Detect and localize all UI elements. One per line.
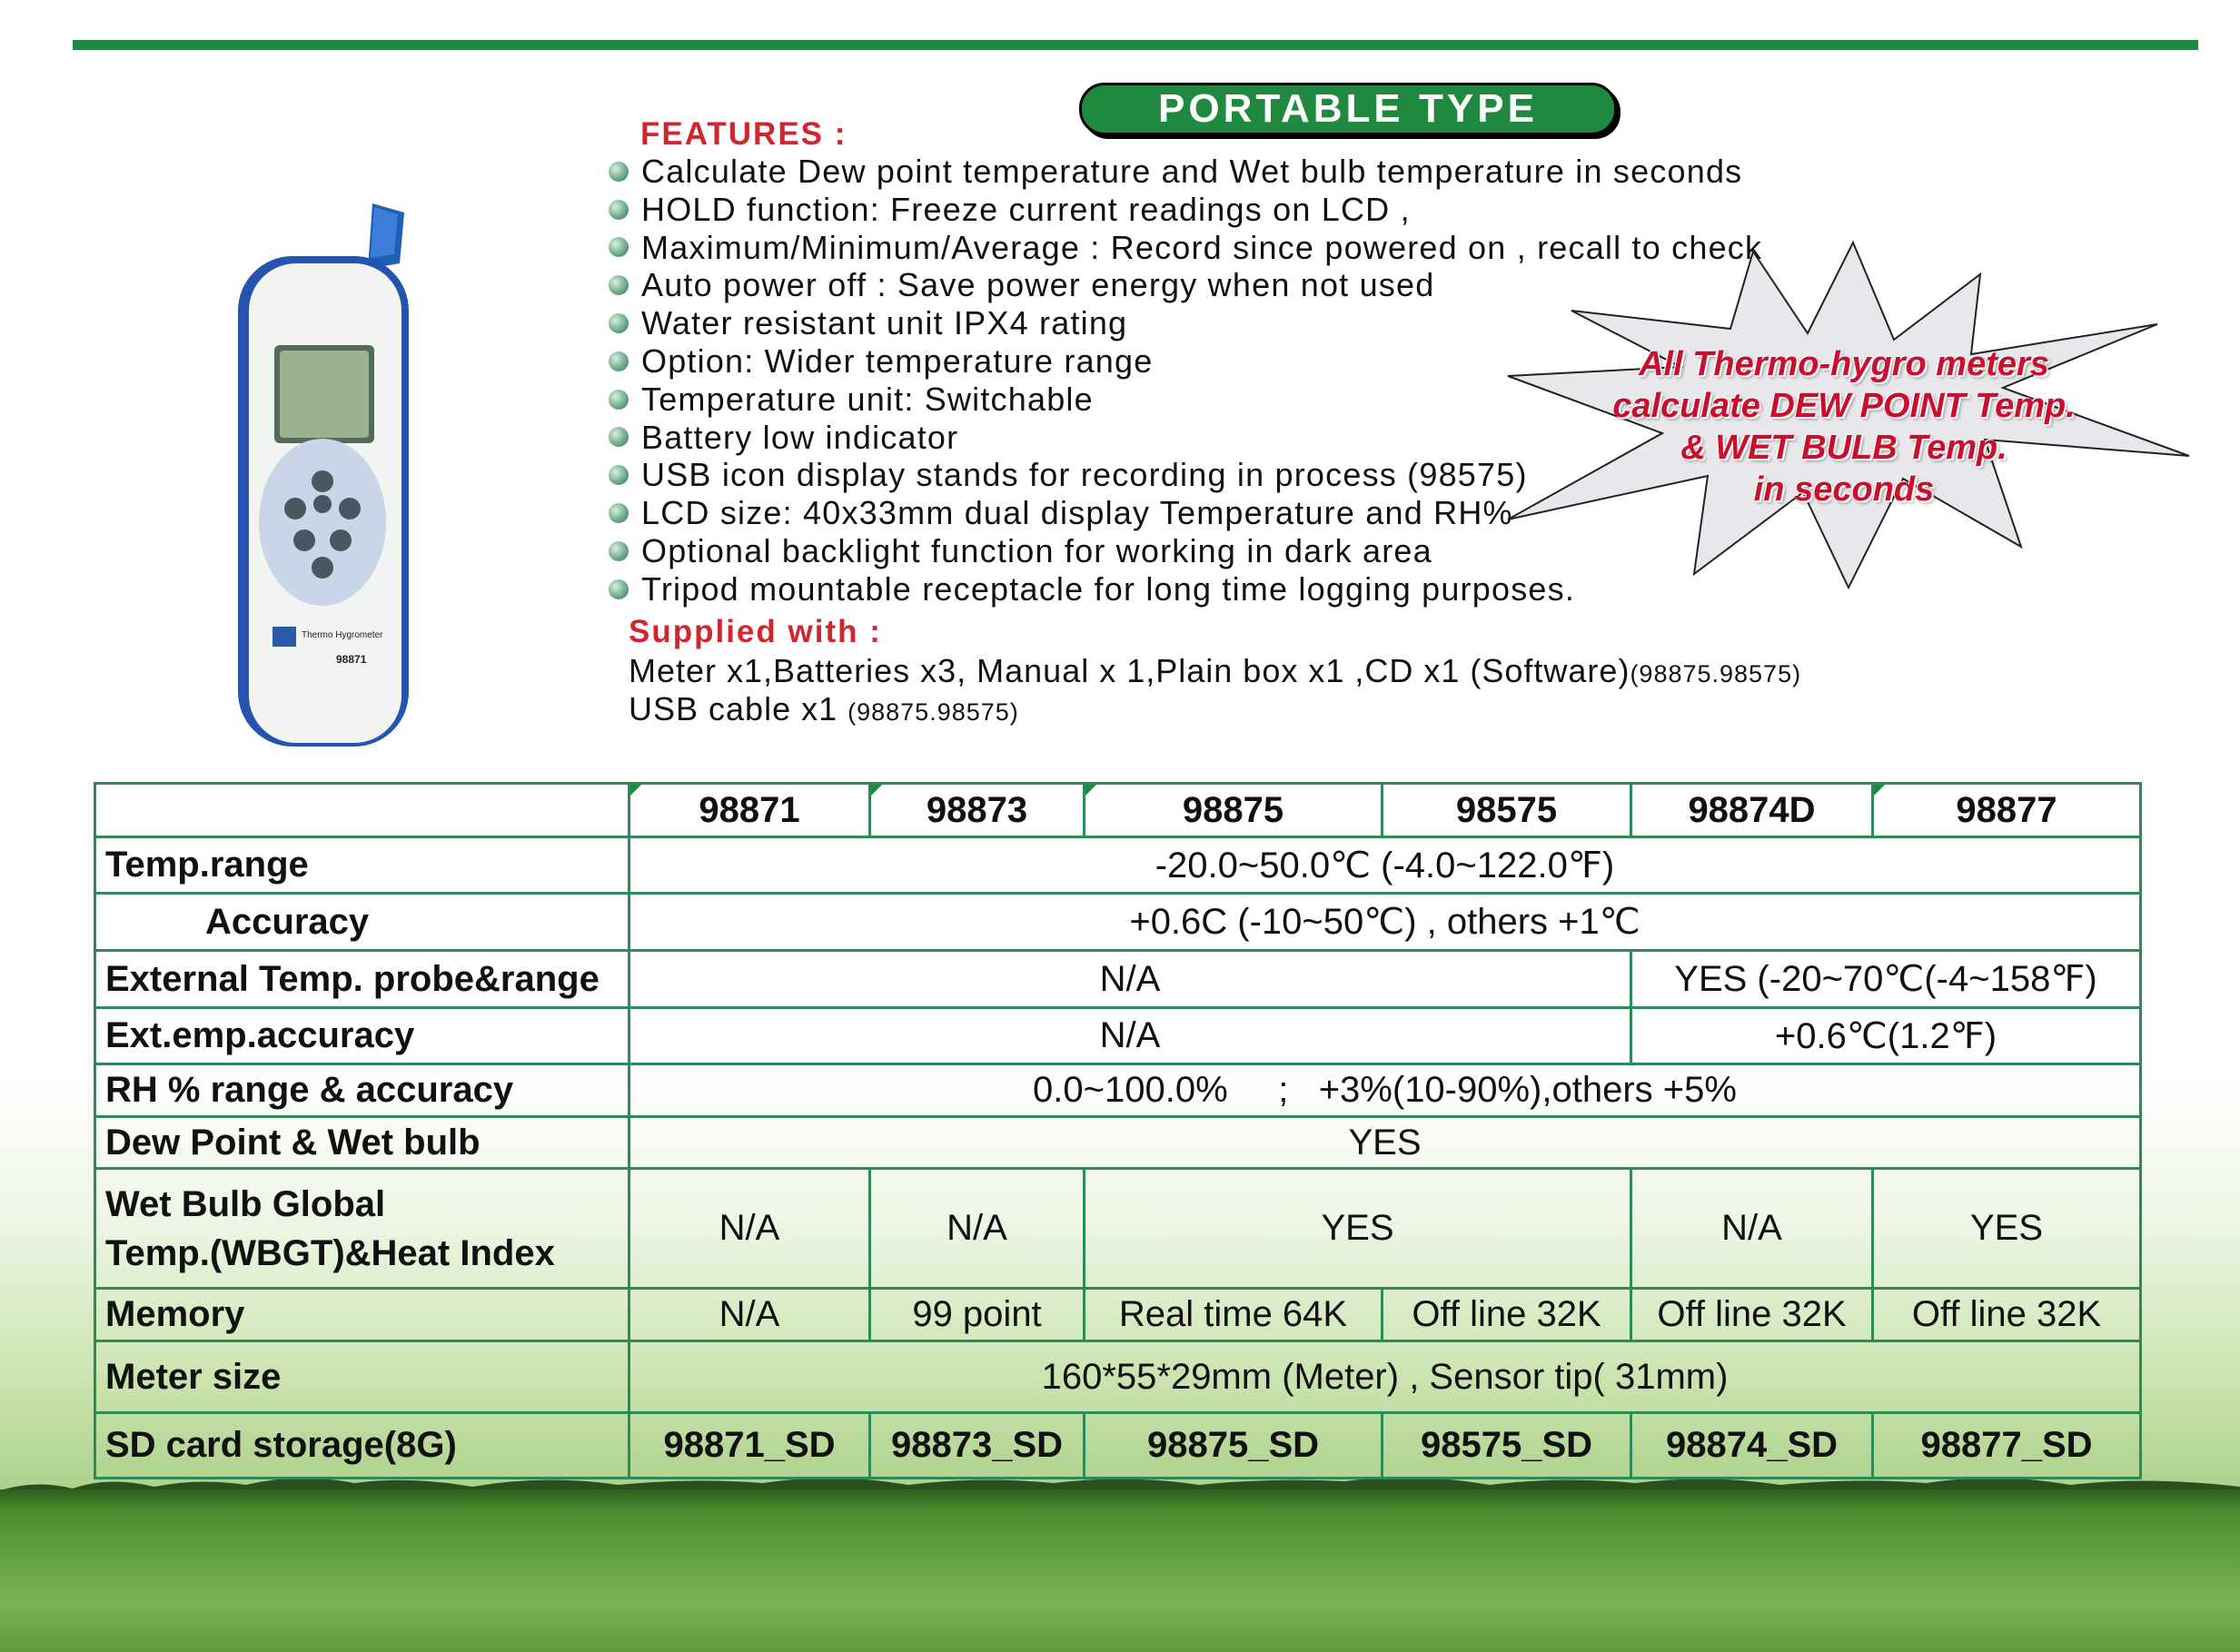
table-cell: +0.6C (-10~50℃) , others +1℃ [629, 894, 2141, 951]
list-item: Maximum/Minimum/Average : Record since powered on , recall to check [609, 229, 1762, 267]
row-label: Meter size [95, 1341, 629, 1413]
row-label: Wet Bulb Global Temp.(WBGT)&Heat Index [95, 1169, 629, 1289]
list-item: Water resistant unit IPX4 rating [609, 304, 1762, 342]
model-header: 98874D [1631, 784, 1873, 837]
table-cell: YES [629, 1117, 2141, 1169]
model-header: 98871 [629, 784, 870, 837]
table-cell: 98871_SD [629, 1413, 870, 1479]
list-item: Optional backlight function for working in dark area [609, 532, 1762, 570]
bullet-icon [609, 427, 629, 447]
table-row [95, 1413, 2141, 1479]
table-cell: N/A [1631, 1169, 1873, 1289]
list-item: Temperature unit: Switchable [609, 381, 1762, 419]
table-row [95, 1289, 2141, 1341]
list-item: Auto power off : Save power energy when not used [609, 266, 1762, 304]
model-header: 98877 [1873, 784, 2141, 837]
table-cell: YES (-20~70℃(-4~158℉) [1631, 951, 2141, 1008]
model-header: 98575 [1383, 784, 1631, 837]
features-title: FEATURES : [640, 116, 847, 152]
table-cell: Off line 32K [1873, 1289, 2141, 1341]
table-row [95, 1341, 2141, 1413]
supplied-line-1: Meter x1,Batteries x3, Manual x 1,Plain box x1 ,CD x1 (Software)(98875.98575) [629, 652, 1802, 689]
table-cell: Real time 64K [1085, 1289, 1383, 1341]
table-cell: N/A [629, 951, 1631, 1008]
list-item: Calculate Dew point temperature and Wet bulb temperature in seconds [609, 153, 1762, 191]
starburst-text: All Thermo-hygro meters calculate DEW POINT Temp. & WET BULB Temp. in seconds [1612, 345, 2076, 509]
model-header: 98875 [1085, 784, 1383, 837]
list-item: HOLD function: Freeze current readings on LCD , [609, 191, 1762, 229]
table-row [95, 837, 2141, 894]
table-cell: Off line 32K [1383, 1289, 1631, 1341]
table-cell: -20.0~50.0℃ (-4.0~122.0℉) [629, 837, 2141, 894]
bullet-icon [609, 237, 629, 257]
supplied-line-2: USB cable x1 (98875.98575) [629, 690, 1019, 727]
table-cell: 98877_SD [1873, 1413, 2141, 1479]
table-row [95, 951, 2141, 1008]
table-cell [95, 784, 629, 837]
row-label: SD card storage(8G) [95, 1413, 629, 1479]
list-item: Tripod mountable receptacle for long time logging purposes. [609, 570, 1762, 608]
list-item: Battery low indicator [609, 419, 1762, 457]
field-background [0, 1489, 2240, 1652]
table-cell: YES [1873, 1169, 2141, 1289]
row-label: Accuracy [95, 894, 629, 951]
supplied-title: Supplied with : [629, 614, 882, 649]
list-item: LCD size: 40x33mm dual display Temperature and RH% [609, 494, 1762, 532]
bullet-icon [609, 503, 629, 523]
table-cell: 99 point [870, 1289, 1085, 1341]
table-cell: 98873_SD [870, 1413, 1085, 1479]
bullet-icon [609, 200, 629, 220]
table-cell: N/A [629, 1169, 870, 1289]
table-cell: 160*55*29mm (Meter) , Sensor tip( 31mm) [629, 1341, 2141, 1413]
table-header-row [95, 784, 2141, 837]
meter-brand: Thermo Hygrometer [302, 630, 383, 640]
meter-illustration [218, 200, 436, 763]
table-cell: 98874_SD [1631, 1413, 1873, 1479]
row-label: RH % range & accuracy [95, 1064, 629, 1117]
table-row [95, 1117, 2141, 1169]
row-label: Dew Point & Wet bulb [95, 1117, 629, 1169]
table-cell: N/A [870, 1169, 1085, 1289]
bullet-icon [609, 541, 629, 561]
spec-table [94, 782, 2142, 1479]
table-cell: 98875_SD [1085, 1413, 1383, 1479]
row-label: Ext.emp.accuracy [95, 1008, 629, 1064]
model-header: 98873 [870, 784, 1085, 837]
table-row [95, 894, 2141, 951]
table-row [95, 1064, 2141, 1117]
table-cell: Off line 32K [1631, 1289, 1873, 1341]
row-label: External Temp. probe&range [95, 951, 629, 1008]
row-label: Temp.range [95, 837, 629, 894]
table-row [95, 1169, 2141, 1289]
top-rule [73, 40, 2198, 50]
row-label: Memory [95, 1289, 629, 1341]
list-item: USB icon display stands for recording in process (98575) [609, 456, 1762, 494]
table-cell: N/A [629, 1008, 1631, 1064]
table-cell: +0.6℃(1.2℉) [1631, 1008, 2141, 1064]
bullet-icon [609, 465, 629, 485]
bullet-icon [609, 351, 629, 371]
portable-type-banner: PORTABLE TYPE [1079, 83, 1617, 135]
table-row [95, 1008, 2141, 1064]
list-item: Option: Wider temperature range [609, 342, 1762, 381]
table-cell: YES [1085, 1169, 1631, 1289]
bullet-icon [609, 579, 629, 599]
meter-model: 98871 [336, 653, 367, 666]
bullet-icon [609, 275, 629, 295]
bullet-icon [609, 390, 629, 410]
table-cell: 98575_SD [1383, 1413, 1631, 1479]
bullet-icon [609, 313, 629, 333]
table-cell: N/A [629, 1289, 870, 1341]
table-cell: 0.0~100.0% ; +3%(10-90%),others +5% [629, 1064, 2141, 1117]
bullet-icon [609, 162, 629, 182]
